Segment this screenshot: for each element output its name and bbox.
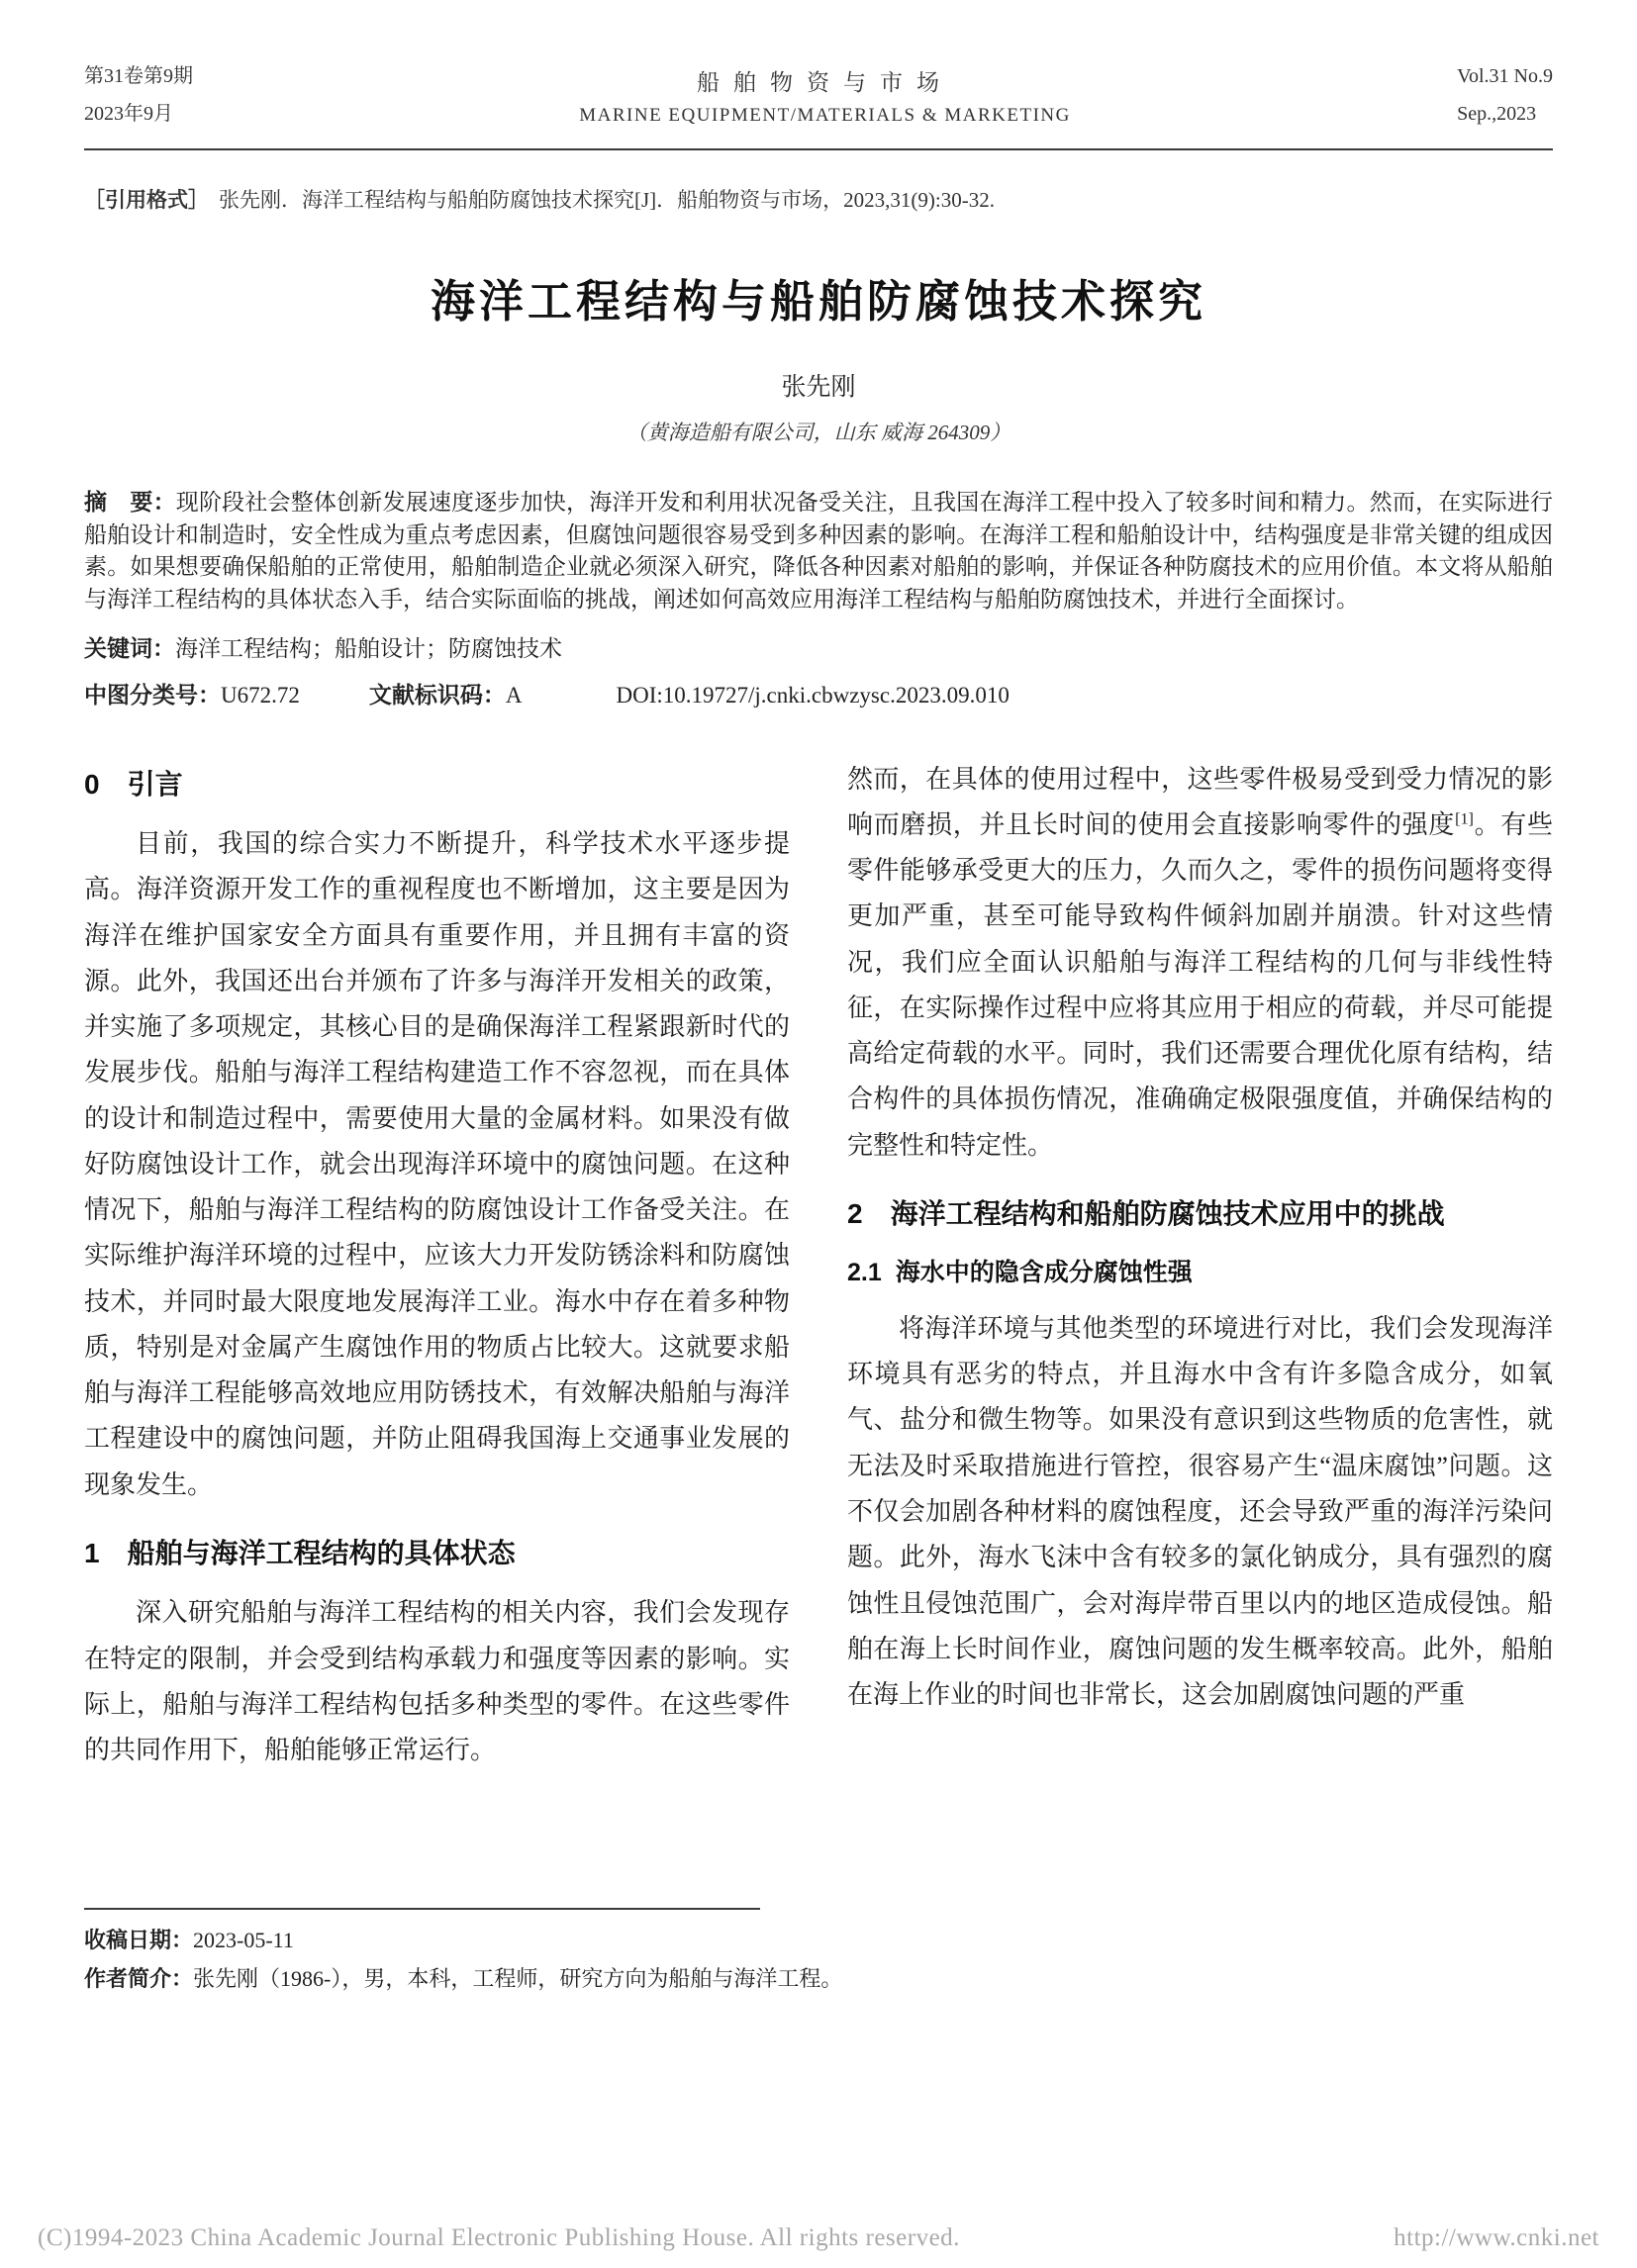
continuation-text-pre: 然而，在具体的使用过程中，这些零件极易受到受力情况的影响而磨损，并且长时间的使用会直接影响零件的强度: [847, 764, 1553, 839]
section-heading-2: [847, 1192, 1553, 1235]
date-cn: 2023年9月: [84, 103, 173, 125]
footnote-rule: [84, 1908, 760, 1910]
author-bio-text: 张先刚（1986-），男，本科，工程师，研究方向为船舶与海洋工程。: [193, 1965, 843, 1991]
section-title: 引言: [127, 768, 183, 800]
article-title: 海洋工程结构与船舶防腐蚀技术探究: [430, 276, 1206, 327]
section-0-paragraph: 目前，我国的综合实力不断提升，科学技术水平逐步提高。海洋资源开发工作的重视程度也不断增加，这主要是因为海洋在维护国家安全方面具有重要作用，并且拥有丰富的资源。此外，我国还出台并颁布了许多与海洋开发相关的政策，并实施了多项规定，其核心目的是确保海洋工程紧跟新时代的发展步伐。船舶与海洋工程结构建造工作不容忽视，而在具体的设计和制造过程中，需要使用大量的金属材料。如果没有做好防腐蚀设计工作，就会出现海洋环境中的腐蚀问题。在这种情况下，船舶与海洋工程结构的防腐蚀设计工作备受关注。在实际维护海洋环境的过程中，应该大力开发防锈涂料和防腐蚀技术，并同时最大限度地发展海洋工业。海水中存在着多种物质，特别是对金属产生腐蚀作用的物质占比较大。这就要求船舶与海洋工程能够高效地应用防锈技术，有效解决船舶与海洋工程建设中的腐蚀问题，并防止阻碍我国海上交通事业发展的现象发生。: [84, 829, 790, 1499]
section-heading-1: [84, 1532, 790, 1574]
journal-name-en: MARINE EQUIPMENT/MATERIALS & MARKETING: [579, 104, 1071, 126]
continuation-paragraph: [847, 757, 1553, 1169]
section-1-paragraph: 深入研究船舶与海洋工程结构的相关内容，我们会发现存在特定的限制，并会受到结构承载力和强度等因素的影响。实际上，船舶与海洋工程结构包括多种类型的零件。在这些零件的共同作用下，船舶能够正常运行。: [84, 1598, 790, 1765]
doc-code-value: A: [505, 682, 523, 708]
reference-marker: [1]: [1455, 810, 1474, 828]
volume-issue-cn: 第31卷第9期: [84, 65, 193, 87]
section-title: 船舶与海洋工程结构的具体状态: [127, 1538, 516, 1568]
received-date-line: [84, 1922, 1553, 1960]
author-bio-label: 作者简介：: [84, 1965, 194, 1991]
doi-text: DOI:10.19727/j.cnki.cbwzysc.2023.09.010: [616, 682, 1010, 708]
received-date-value: 2023-05-11: [193, 1928, 294, 1952]
cnki-watermark-bar: [38, 2224, 1599, 2252]
clc-label: 中图分类号：: [84, 681, 221, 708]
citation-text: 张先刚．海洋工程结构与船舶防腐蚀技术探究[J]．船舶物资与市场，2023,31(9):30-32.: [219, 188, 995, 212]
clc-value: U672.72: [221, 682, 300, 708]
footnote-block: [84, 1908, 1553, 1998]
keywords-label: 关键词：: [84, 634, 175, 661]
keywords-line: [84, 630, 1553, 663]
subsection-2-1-paragraph: 将海洋环境与其他类型的环境进行对比，我们会发现海洋环境具有恶劣的特点，并且海水中含有许多隐含成分，如氧气、盐分和微生物等。如果没有意识到这些物质的危害性，就无法及时采取措施进行管控，很容易产生“温床腐蚀”问题。这不仅会加剧各种材料的腐蚀程度，还会导致严重的海洋污染问题。此外，海水飞沫中含有较多的氯化钠成分，具有强烈的腐蚀性且侵蚀范围广，会对海岸带百里以内的地区造成侵蚀。船舶在海上长时间作业，腐蚀问题的发生概率较高。此外，船舶在海上作业的时间也非常长，这会加剧腐蚀问题的严重: [847, 1313, 1553, 1710]
journal-name-block: [579, 64, 1071, 127]
citation-format-label: ［引用格式］: [84, 189, 209, 212]
header-volume-block: [84, 57, 193, 133]
received-date-label: 收稿日期：: [84, 1928, 194, 1952]
copyright-text: (C)1994-2023 China Academic Journal Electronic Publishing House. All rights reserved.: [38, 2224, 960, 2251]
subsection-title: 海水中的隐含成分腐蚀性强: [895, 1259, 1193, 1287]
section-number: 0: [84, 768, 100, 800]
subsection-number: 2.1: [847, 1259, 882, 1287]
section-number: 2: [847, 1198, 863, 1230]
citation-line: [84, 184, 1553, 214]
left-column: [84, 757, 790, 1774]
abstract-text: 现阶段社会整体创新发展速度逐步加快，海洋开发和利用状况备受关注，且我国在海洋工程中投入了较多时间和精力。然而，在实际进行船舶设计和制造时，安全性成为重点考虑因素，但腐蚀问题很容易受到多种因素的影响。在海洋工程和船舶设计中，结构强度是非常关键的组成因素。如果想要确保船舶的正常使用，船舶制造企业就必须深入研究，降低各种因素对船舶的影响，并保证各种防腐技术的应用价值。本文将从船舶与海洋工程结构的具体状态入手，结合实际面临的挑战，阐述如何高效应用海洋工程结构与船舶防腐蚀技术，并进行全面探讨。: [84, 490, 1554, 612]
section-number: 1: [84, 1538, 100, 1568]
journal-header: [84, 57, 1553, 150]
right-column: [847, 757, 1553, 1774]
subsection-heading-2-1: [847, 1255, 1553, 1292]
author-name: 张先刚: [781, 374, 856, 401]
author-bio-line: [84, 1960, 1553, 1999]
author-affiliation: （黄海造船有限公司，山东 威海 264309）: [626, 421, 1011, 444]
cnki-url: http://www.cnki.net: [1394, 2224, 1599, 2251]
journal-name-cn: 船舶物资与市场: [697, 69, 954, 95]
body-columns: [84, 757, 1553, 1774]
section-heading-0: [84, 763, 790, 805]
header-vol-en-block: [1457, 57, 1553, 133]
abstract-block: [84, 486, 1553, 616]
continuation-text-post: 。有些零件能够承受更大的压力，久而久之，零件的损伤问题将变得更加严重，甚至可能导致构件倾斜加剧并崩溃。针对这些情况，我们应全面认识船舶与海洋工程结构的几何与非线性特征，在实际操作过程中应将其应用于相应的荷载，并尽可能提高给定荷载的水平。同时，我们还需要合理优化原有结构，结合构件的具体损伤情况，准确确定极限强度值，并确保结构的完整性和特定性。: [847, 809, 1553, 1160]
volume-issue-en: Vol.31 No.9: [1457, 65, 1553, 87]
doc-code-label: 文献标识码：: [368, 681, 506, 708]
section-title: 海洋工程结构和船舶防腐蚀技术应用中的挑战: [890, 1198, 1445, 1230]
clc-doi-row: [84, 677, 1553, 709]
date-en: Sep.,2023: [1457, 103, 1537, 125]
keywords-text: 海洋工程结构；船舶设计；防腐蚀技术: [175, 635, 562, 661]
abstract-label: 摘 要：: [84, 489, 176, 515]
